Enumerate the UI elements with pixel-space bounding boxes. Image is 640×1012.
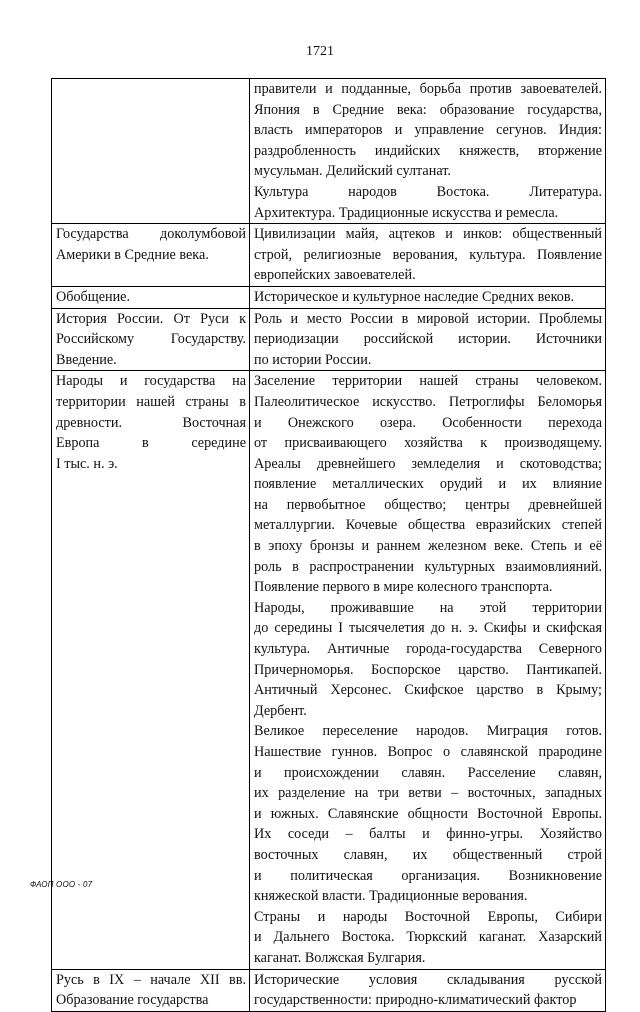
footer-code: ФАОП ООО - 07 xyxy=(30,880,93,889)
content-line: и происхождении славян. Расселение славян, xyxy=(254,764,602,781)
topic-line: Обобщение. xyxy=(56,288,131,305)
topic-line: Русь в IX – начале XII вв. xyxy=(56,971,246,988)
content-paragraph xyxy=(254,721,602,906)
topic-line: Америки в Средние века. xyxy=(56,246,209,263)
content-paragraph xyxy=(254,371,602,598)
content-cell xyxy=(250,79,606,224)
content-line: Япония в Средние века: образование государства, xyxy=(254,101,602,118)
content-line: раздробленность индийских княжеств, вторжение xyxy=(254,142,602,159)
content-line: от присваивающего хозяйства к производящему. xyxy=(254,435,602,452)
content-paragraph xyxy=(254,182,602,223)
topic-line: Образование государства xyxy=(56,992,209,1009)
content-line: культура. Античные города-государства Северного xyxy=(254,641,602,658)
content-line: периодизации российской истории. Источники xyxy=(254,331,602,348)
content-line: государственности: природно-климатический фактор xyxy=(254,992,577,1009)
content-line: Их соседи – балты и финно-угры. Хозяйство xyxy=(254,826,602,843)
content-line: Роль и место России в мировой истории. Проблемы xyxy=(254,310,602,327)
content-line: мусульман. Делийский султанат. xyxy=(254,163,451,180)
content-line: Архитектура. Традиционные искусства и ремесла. xyxy=(254,204,559,221)
content-cell xyxy=(250,371,606,969)
topic-line: Государства доколумбовой xyxy=(56,226,246,243)
content-line: роль в распространении культурных взаимовлияний. xyxy=(254,558,602,575)
topic-cell xyxy=(52,286,250,308)
content-line: восточных славян, их общественный строй xyxy=(254,846,602,863)
curriculum-table xyxy=(51,78,606,1012)
topic-line: I тыс. н. э. xyxy=(56,455,118,472)
content-line: в эпоху бронзы и раннем железном веке. Степь и её xyxy=(254,538,602,555)
content-line: появление металлических орудий и их влияние xyxy=(254,476,602,493)
content-line: их разделение на три ветви – восточных, западных xyxy=(254,785,602,802)
table-row xyxy=(52,79,606,224)
content-line: власть императоров и управление сегунов. Индия: xyxy=(254,122,602,139)
content-line: Палеолитическое искусство. Петроглифы Беломорья xyxy=(254,393,602,410)
topic-cell xyxy=(52,79,250,224)
content-cell xyxy=(250,308,606,371)
content-cell xyxy=(250,286,606,308)
content-line: Цивилизации майя, ацтеков и инков: общественный xyxy=(254,226,602,243)
content-cell xyxy=(250,224,606,287)
content-line: металлургии. Кочевые общества евразийских степей xyxy=(254,517,602,534)
topic-line: Народы и государства на xyxy=(56,373,246,390)
topic-line: Введение. xyxy=(56,351,117,368)
content-line: Причерноморья. Боспорское царство. Пантикапей. xyxy=(254,661,602,678)
content-line: и южных. Славянские общности Восточной Европы. xyxy=(254,805,602,822)
content-line: и политическая организация. Возникновение xyxy=(254,867,602,884)
content-line: на первобытное общество; центры древнейшей xyxy=(254,496,602,513)
table-row xyxy=(52,371,606,969)
table-row xyxy=(52,308,606,371)
content-line: Историческое и культурное наследие Средних веков. xyxy=(254,288,575,305)
content-paragraph xyxy=(254,287,602,308)
content-line: Народы, проживавшие на этой территории xyxy=(254,599,602,616)
table-row xyxy=(52,969,606,1011)
content-line: Великое переселение народов. Миграция готов. xyxy=(254,723,602,740)
table-row xyxy=(52,224,606,287)
topic-cell xyxy=(52,308,250,371)
topic-line: древности. Восточная xyxy=(56,414,246,431)
content-cell xyxy=(250,969,606,1011)
content-paragraph xyxy=(254,907,602,969)
topic-line: территории нашей страны в xyxy=(56,393,246,410)
topic-line: История России. От Руси к xyxy=(56,310,246,327)
content-line: княжеской власти. Традиционные верования. xyxy=(254,888,528,905)
page-number: 1721 xyxy=(306,44,334,59)
content-line: до середины I тысячелетия до н. э. Скифы и скифская xyxy=(254,620,602,637)
topic-cell xyxy=(52,969,250,1011)
content-line: Дербент. xyxy=(254,702,307,719)
content-line: Страны и народы Восточной Европы, Сибири xyxy=(254,908,602,925)
content-paragraph xyxy=(254,309,602,371)
content-line: и Онежского озера. Особенности перехода xyxy=(254,414,602,431)
content-paragraph xyxy=(254,970,602,1011)
content-line: Ареалы древнейшего земледелия и скотоводства; xyxy=(254,455,602,472)
content-line: Нашествие гуннов. Вопрос о славянской прародине xyxy=(254,744,602,760)
content-line: правители и подданные, борьба против завоевателей. xyxy=(254,81,602,97)
content-line: Античный Херсонес. Скифское царство в Крыму; xyxy=(254,682,602,699)
content-paragraph xyxy=(254,79,602,182)
content-line: по истории России. xyxy=(254,351,372,368)
content-line: строй, религиозные верования, культура. Появление xyxy=(254,246,602,263)
content-paragraph xyxy=(254,224,602,286)
content-line: Исторические условия складывания русской xyxy=(254,971,602,988)
content-line: Появление первого в мире колесного транспорта. xyxy=(254,579,553,596)
topic-line: Российскому Государству. xyxy=(56,331,246,348)
content-line: Культура народов Востока. Литература. xyxy=(254,183,602,200)
content-line: и Дальнего Востока. Тюркский каганат. Хазарский xyxy=(254,929,602,946)
table-row xyxy=(52,286,606,308)
content-line: каганат. Волжская Булгария. xyxy=(254,949,426,966)
content-paragraph xyxy=(254,598,602,722)
topic-cell xyxy=(52,224,250,287)
content-line: европейских завоевателей. xyxy=(254,267,416,284)
content-line: Заселение территории нашей страны человеком. xyxy=(254,373,602,390)
topic-line: Европа в середине xyxy=(56,435,246,452)
